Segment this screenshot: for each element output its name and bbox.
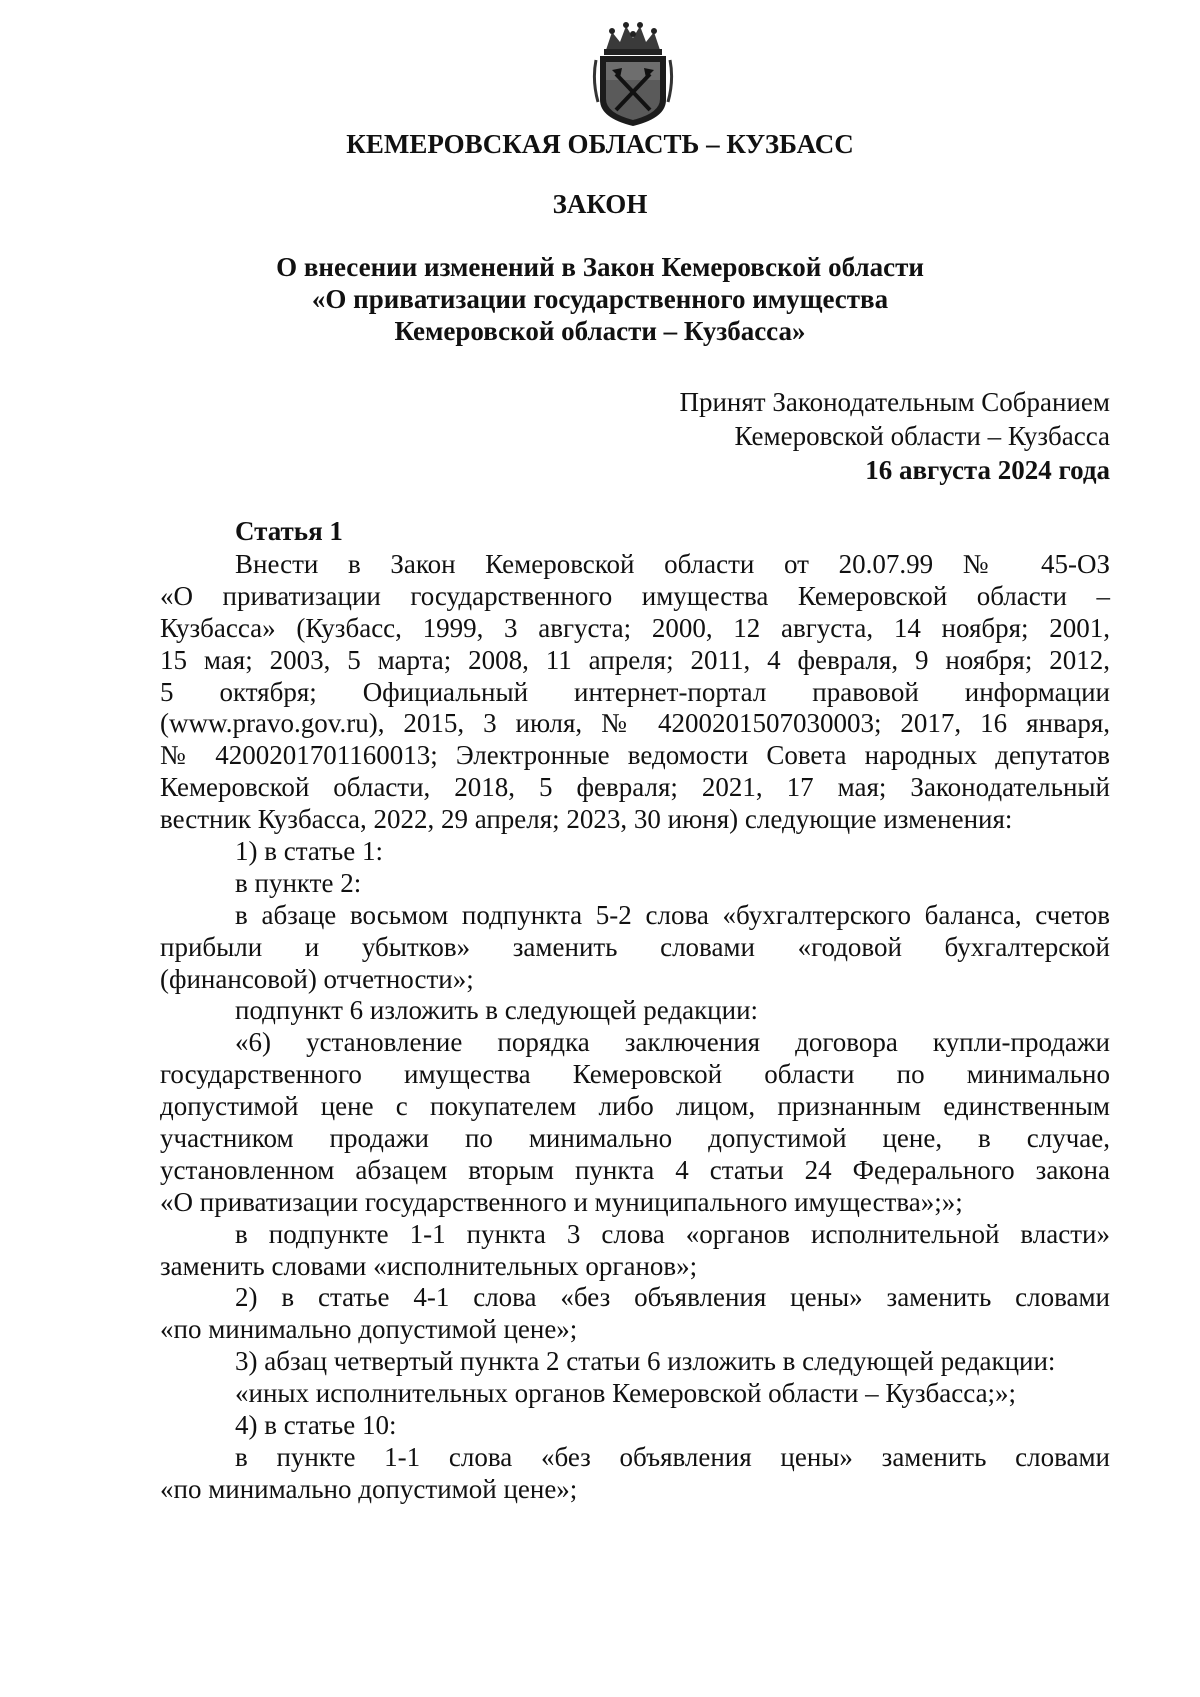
text-line: «иных исполнительных органов Кемеровской области – Кузбасса;»; bbox=[235, 1378, 1017, 1409]
text-line: «6) установление порядка заключения договора купли-продажи bbox=[235, 1027, 1110, 1058]
text-line: «О приватизации государственного и муниципального имущества»;»; bbox=[160, 1186, 963, 1217]
article-heading: Статья 1 bbox=[235, 516, 343, 546]
adoption-note bbox=[679, 385, 1110, 487]
text-line: 15 мая; 2003, 5 марта; 2008, 11 апреля; 2011, 4 февраля, 9 ноября; 2012, bbox=[160, 644, 1110, 675]
text-line: в пункте 2: bbox=[235, 867, 362, 898]
text-line: 1) в статье 1: bbox=[235, 836, 383, 867]
text-line: подпункт 6 изложить в следующей редакции: bbox=[235, 995, 759, 1026]
text-line: № 4200201701160013; Электронные ведомости Совета народных депутатов bbox=[160, 740, 1110, 771]
adoption-date: 16 августа 2024 года bbox=[865, 455, 1110, 485]
coat-of-arms-icon bbox=[592, 20, 674, 128]
adoption-body-line: Принят Законодательным Собранием bbox=[679, 387, 1110, 417]
text-line: 4) в статье 10: bbox=[235, 1410, 397, 1441]
text-line: в абзаце восьмом подпункта 5-2 слова «бухгалтерского баланса, счетов bbox=[235, 899, 1110, 930]
document-type-heading: ЗАКОН bbox=[552, 189, 648, 219]
text-line: Кузбасса» (Кузбасс, 1999, 3 августа; 2000, 12 августа, 14 ноября; 2001, bbox=[160, 612, 1110, 643]
text-line: установленном абзацем вторым пункта 4 статьи 24 Федерального закона bbox=[160, 1154, 1110, 1185]
text-line: участником продажи по минимально допустимой цене, в случае, bbox=[160, 1123, 1110, 1154]
text-line: 2) в статье 4-1 слова «без объявления цены» заменить словами bbox=[235, 1282, 1110, 1313]
text-line: 3) абзац четвертый пункта 2 статьи 6 изложить в следующей редакции: bbox=[235, 1346, 1056, 1377]
text-line: «О приватизации государственного имущества Кемеровской области – bbox=[160, 580, 1110, 611]
text-line: Внести в Закон Кемеровской области от 20.07.99 № 45-ОЗ bbox=[235, 549, 1110, 579]
article-body bbox=[160, 549, 1110, 1506]
text-line: в подпункте 1-1 пункта 3 слова «органов исполнительной власти» bbox=[235, 1218, 1110, 1249]
text-line: «по минимально допустимой цене»; bbox=[160, 1314, 578, 1345]
text-line: прибыли и убытков» заменить словами «годовой бухгалтерской bbox=[160, 931, 1110, 962]
text-line: допустимой цене с покупателем либо лицом, признанным единственным bbox=[160, 1091, 1110, 1122]
law-title-line: «О приватизации государственного имущества bbox=[311, 284, 889, 314]
text-line: вестник Кузбасса, 2022, 29 апреля; 2023, 30 июня) следующие изменения: bbox=[160, 804, 1013, 835]
text-line: в пункте 1-1 слова «без объявления цены» заменить словами bbox=[235, 1441, 1110, 1472]
text-line: заменить словами «исполнительных органов»; bbox=[160, 1250, 698, 1281]
law-title-line: О внесении изменений в Закон Кемеровской области bbox=[276, 252, 924, 282]
law-title-line: Кемеровской области – Кузбасса» bbox=[394, 316, 806, 346]
law-title bbox=[0, 251, 1200, 347]
text-line: «по минимально допустимой цене»; bbox=[160, 1473, 578, 1504]
text-line: (www.pravo.gov.ru), 2015, 3 июля, № 4200201507030003; 2017, 16 января, bbox=[160, 708, 1110, 739]
text-line: 5 октября; Официальный интернет-портал правовой информации bbox=[160, 676, 1110, 707]
text-line: Кемеровской области, 2018, 5 февраля; 2021, 17 мая; Законодательный bbox=[160, 772, 1110, 803]
text-line: государственного имущества Кемеровской области по минимально bbox=[160, 1059, 1110, 1090]
text-line: (финансовой) отчетности»; bbox=[160, 963, 474, 994]
adoption-body-line: Кемеровской области – Кузбасса bbox=[734, 421, 1110, 451]
region-heading: КЕМЕРОВСКАЯ ОБЛАСТЬ – КУЗБАСС bbox=[346, 129, 854, 159]
